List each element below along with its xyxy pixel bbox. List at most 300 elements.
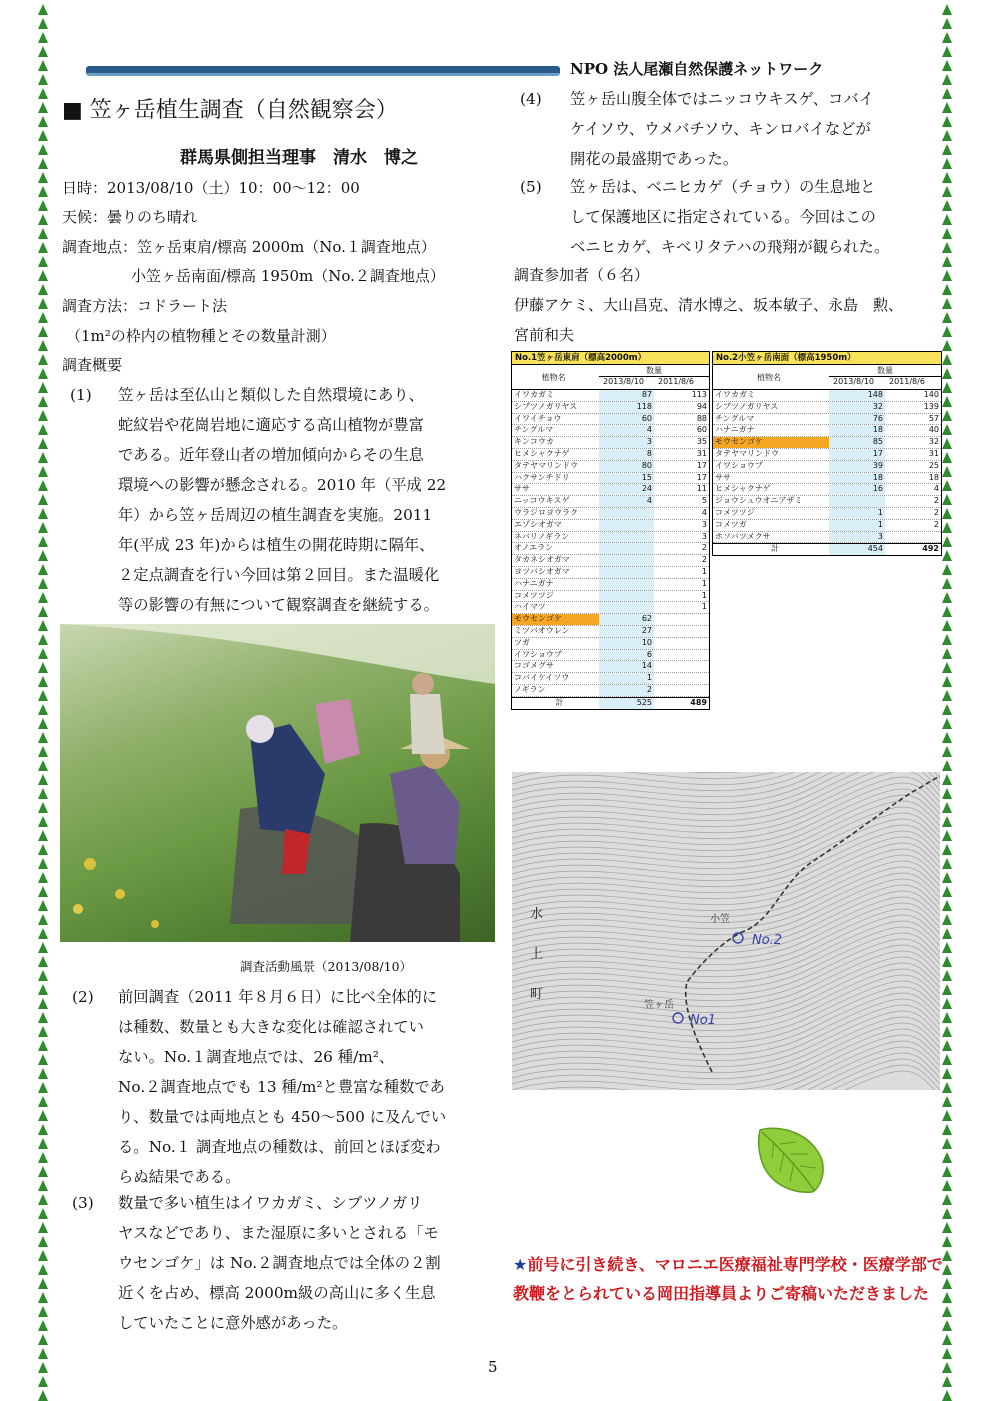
table-row — [713, 390, 941, 402]
editor-note — [513, 1250, 943, 1308]
total-label: 計 — [771, 544, 779, 554]
tree-glyph — [942, 984, 952, 995]
col-date-a: 2013/8/10 — [603, 377, 645, 386]
page-number: 5 — [488, 1358, 498, 1376]
tree-glyph — [942, 32, 952, 43]
qty-2013: 1 — [599, 673, 654, 684]
plant-name: ノギラン — [514, 684, 546, 694]
qty-2013: 39 — [829, 461, 885, 472]
tree-glyph — [38, 536, 48, 547]
tree-glyph — [942, 830, 952, 841]
tree-glyph — [38, 396, 48, 407]
qty-2013: 18 — [829, 425, 885, 436]
plant-name: エゾシオガマ — [514, 519, 562, 529]
qty-2013: 60 — [599, 414, 654, 425]
table-total-row — [512, 697, 709, 709]
tree-glyph — [38, 522, 48, 533]
table-row — [512, 508, 709, 520]
qty-2013: 10 — [599, 638, 654, 649]
tree-glyph — [38, 1124, 48, 1135]
participants-label: 調査参加者（６名） — [514, 266, 650, 284]
tree-glyph — [38, 326, 48, 337]
plant-name: ウラジロヨウラク — [514, 507, 578, 517]
map-label-town-3: 町 — [530, 987, 544, 1002]
tree-glyph — [942, 900, 952, 911]
table-row — [512, 579, 709, 591]
tree-glyph — [38, 270, 48, 281]
paragraph-line: る。No.１ 調査地点の種数は、前回とほぼ変わ — [118, 1138, 441, 1156]
tree-glyph — [38, 1152, 48, 1163]
qty-2013 — [599, 532, 654, 543]
qty-2013: 2 — [599, 685, 654, 696]
plant-name: コゴメグサ — [514, 661, 554, 671]
tree-glyph — [38, 886, 48, 897]
qty-2011: 1 — [701, 602, 707, 612]
table-row — [713, 508, 941, 520]
tree-glyph — [38, 690, 48, 701]
tree-glyph — [942, 424, 952, 435]
plant-name: タテヤマリンドウ — [715, 448, 779, 458]
table-row — [512, 402, 709, 414]
tree-glyph — [942, 620, 952, 631]
tree-glyph — [942, 648, 952, 659]
table-row — [512, 555, 709, 567]
tree-glyph — [942, 550, 952, 561]
tree-glyph — [38, 634, 48, 645]
table-row — [713, 449, 941, 461]
qty-2013: 87 — [599, 390, 654, 401]
table-row — [512, 496, 709, 508]
tree-glyph — [942, 1348, 952, 1359]
tree-glyph — [38, 956, 48, 967]
tree-glyph — [38, 648, 48, 659]
tree-glyph — [942, 284, 952, 295]
tree-glyph — [942, 522, 952, 533]
paragraph-line: である。近年登山者の増加傾向からその生息 — [118, 446, 424, 464]
tree-glyph — [38, 508, 48, 519]
plant-name: チングルマ — [514, 425, 554, 435]
paragraph-line: 環境への影響が懸念される。2010 年（平成 22 — [118, 476, 447, 494]
plant-name: ネバリノギラン — [514, 531, 570, 541]
contour-line — [512, 1059, 940, 1090]
tree-glyph — [38, 1082, 48, 1093]
tree-glyph — [38, 746, 48, 757]
paragraph-line: らぬ結果である。 — [118, 1168, 241, 1186]
plant-name: コメツツジ — [514, 590, 554, 600]
tree-glyph — [942, 564, 952, 575]
star-icon: ★ — [513, 1255, 528, 1274]
tree-glyph — [38, 1250, 48, 1261]
qty-2013: 76 — [829, 414, 885, 425]
table-row — [512, 532, 709, 544]
table-header — [713, 365, 941, 390]
qty-2013: 148 — [829, 390, 885, 401]
tree-glyph — [942, 1376, 952, 1387]
tree-glyph — [38, 354, 48, 365]
tree-glyph — [38, 130, 48, 141]
plant-name: コメツガ — [715, 519, 747, 529]
paragraph-line: ２定点調査を行い今回は第２回目。また温暖化 — [118, 566, 440, 584]
plant-name: ホソバツメクサ — [715, 531, 771, 541]
tree-glyph — [38, 704, 48, 715]
qty-2011 — [654, 650, 709, 661]
tree-glyph — [38, 172, 48, 183]
qty-2011: 2 — [933, 496, 939, 506]
qty-2011 — [654, 626, 709, 637]
tree-glyph — [942, 690, 952, 701]
table-row — [512, 673, 709, 685]
qty-2011 — [654, 661, 709, 672]
plant-name: シブツノガリヤス — [715, 401, 779, 411]
tree-glyph — [38, 158, 48, 169]
tree-glyph — [38, 1348, 48, 1359]
tree-glyph — [942, 1096, 952, 1107]
qty-2011: 31 — [696, 448, 707, 458]
tree-glyph — [38, 914, 48, 925]
tree-glyph — [942, 998, 952, 1009]
paragraph-line: No.２調査地点でも 13 種/m²と豊富な種数であ — [118, 1078, 445, 1096]
plant-name: モウセンゴケ — [512, 614, 599, 625]
tree-glyph — [38, 1166, 48, 1177]
qty-2013: 118 — [599, 402, 654, 413]
tree-glyph — [38, 1278, 48, 1289]
qty-2013: 18 — [829, 473, 885, 484]
tree-glyph — [942, 788, 952, 799]
paragraph-line: 蛇紋岩や花崗岩地に適応する高山植物が豊富 — [118, 416, 424, 434]
tree-glyph — [942, 1138, 952, 1149]
tree-glyph — [38, 802, 48, 813]
plant-name: ジョウシュウオニアザミ — [715, 496, 803, 506]
tree-glyph — [38, 1208, 48, 1219]
qty-2013: 3 — [829, 532, 885, 543]
plant-name: ヒメシャクナゲ — [715, 484, 771, 494]
qty-2011: 17 — [696, 472, 707, 482]
qty-2011: 88 — [696, 413, 707, 423]
paragraph-line: ケイソウ、ウメバチソウ、キンロバイなどが — [570, 120, 871, 138]
tree-glyph — [38, 284, 48, 295]
participants-line-1: 伊藤アケミ、大山昌克、清水博之、坂本敏子、永島 勲、 — [514, 296, 903, 314]
article-title: ■ 笠ヶ岳植生調査（自然観察会） — [62, 98, 398, 123]
meta-method-note: （1m²の枠内の植物種とその数量計測） — [66, 327, 336, 345]
qty-2011: 25 — [928, 460, 939, 470]
tree-glyph — [38, 1012, 48, 1023]
leaf-icon — [752, 1120, 828, 1196]
paragraph-line: して保護地区に指定されている。今回はこの — [570, 208, 876, 226]
tree-glyph — [942, 858, 952, 869]
qty-2011: 4 — [933, 484, 939, 494]
tree-glyph — [942, 732, 952, 743]
tree-glyph — [38, 676, 48, 687]
qty-2013: 4 — [599, 496, 654, 507]
meta-date: 日時：2013/08/10（土）10：00～12：00 — [62, 179, 360, 197]
tree-glyph — [38, 298, 48, 309]
tree-glyph — [38, 844, 48, 855]
plant-name: イワイチョウ — [514, 413, 562, 423]
tree-glyph — [38, 340, 48, 351]
tree-glyph — [38, 760, 48, 771]
paragraph-number: (1) — [70, 386, 92, 404]
tree-glyph — [942, 46, 952, 57]
plant-name: ツガ — [514, 637, 530, 647]
tree-glyph — [942, 1194, 952, 1205]
qty-2011 — [654, 638, 709, 649]
tree-glyph — [38, 872, 48, 883]
note-text: 前号に引き続き、マロニエ医療福祉専門学校・医療学部で教鞭をとられている岡田指導員よりご寄稿いただきました — [513, 1255, 943, 1303]
tree-glyph — [38, 620, 48, 631]
table-row — [713, 532, 941, 544]
paragraph-line: ヤスなどであり、また湿原に多いとされる「モ — [118, 1224, 439, 1242]
map-label-town-1: 水 — [530, 907, 544, 922]
total-2013: 525 — [599, 698, 654, 709]
plant-name: ハナニガナ — [715, 425, 755, 435]
table-row — [512, 449, 709, 461]
plant-name: ハクサンチドリ — [514, 472, 570, 482]
qty-2011: 140 — [923, 390, 939, 399]
tree-glyph — [942, 592, 952, 603]
contour-line — [512, 1035, 940, 1090]
table-site2 — [712, 351, 942, 556]
qty-2013: 62 — [599, 614, 654, 625]
tree-glyph — [38, 830, 48, 841]
plant-name: ミツバオウレン — [514, 625, 570, 635]
tree-glyph — [38, 214, 48, 225]
paragraph-line: 数量で多い植生はイワカガミ、シブツノガリ — [118, 1194, 423, 1212]
qty-2011: 60 — [696, 425, 707, 435]
paragraph-3 — [72, 1188, 512, 1338]
tree-glyph — [942, 746, 952, 757]
tree-glyph — [38, 788, 48, 799]
tree-glyph — [942, 494, 952, 505]
tree-glyph — [38, 1068, 48, 1079]
photo-caption: 調査活動風景（2013/08/10） — [240, 959, 413, 974]
qty-2013: 17 — [829, 449, 885, 460]
paragraph-line: ウセンゴケ」は No.２調査地点では全体の２割 — [118, 1254, 441, 1272]
qty-2013: 3 — [599, 437, 654, 448]
tree-glyph — [942, 270, 952, 281]
tree-glyph — [38, 606, 48, 617]
tree-glyph — [942, 1026, 952, 1037]
plant-name: キンコウカ — [514, 437, 554, 447]
meta-summary-label: 調査概要 — [62, 356, 123, 374]
article-author: 群馬県側担当理事 清水 博之 — [180, 148, 418, 168]
tree-glyph — [38, 774, 48, 785]
participants-line-2: 宮前和夫 — [514, 326, 575, 344]
plant-name: ハナニガナ — [514, 578, 554, 588]
table-row — [512, 685, 709, 697]
contour-line — [512, 1065, 940, 1090]
qty-2013: 1 — [829, 520, 885, 531]
qty-2011: 1 — [701, 566, 707, 576]
meta-site2: 小笠ヶ岳南面/標高 1950m（No.２調査地点） — [131, 267, 445, 285]
plant-name: ヒメシャクナゲ — [514, 448, 570, 458]
qty-2013: 16 — [829, 484, 885, 495]
total-2013: 454 — [829, 544, 885, 555]
tree-glyph — [942, 606, 952, 617]
map-label-town-2: 上 — [530, 947, 544, 962]
tree-glyph — [942, 452, 952, 463]
tree-glyph — [38, 228, 48, 239]
tree-glyph — [942, 578, 952, 589]
qty-2013: 32 — [829, 402, 885, 413]
table-header — [512, 365, 709, 390]
plant-name: オノエラン — [514, 543, 554, 553]
tree-glyph — [38, 410, 48, 421]
tree-glyph — [942, 298, 952, 309]
organization-name: NPO 法人尾瀬自然保護ネットワーク — [570, 60, 824, 78]
tree-glyph — [38, 494, 48, 505]
tree-glyph — [942, 1320, 952, 1331]
tree-glyph — [38, 1320, 48, 1331]
tree-glyph — [38, 18, 48, 29]
tree-glyph — [38, 1180, 48, 1191]
paragraph-line: 近くを占め、標高 2000m級の高山に多く生息 — [118, 1284, 436, 1302]
tree-glyph — [38, 1376, 48, 1387]
tree-glyph — [942, 480, 952, 491]
qty-2011 — [654, 685, 709, 696]
tree-glyph — [38, 452, 48, 463]
paragraph-line: 笠ヶ岳山腹全体ではニッコウキスゲ、コバイ — [570, 90, 874, 108]
qty-2011 — [654, 673, 709, 684]
plant-name: ササ — [514, 484, 530, 494]
header-rule — [599, 376, 709, 377]
tree-glyph — [38, 984, 48, 995]
table-row — [713, 484, 941, 496]
tree-glyph — [942, 816, 952, 827]
table-row — [713, 414, 941, 426]
qty-2011: 1 — [701, 590, 707, 600]
plant-name: コバイケイソウ — [514, 673, 570, 683]
table-row — [512, 661, 709, 673]
plant-name: イワショウブ — [715, 460, 763, 470]
plant-name: モウセンゴケ — [713, 437, 829, 448]
tree-glyph — [942, 326, 952, 337]
qty-2013: 8 — [599, 449, 654, 460]
qty-2011: 2 — [701, 555, 707, 565]
table-row — [512, 425, 709, 437]
contour-line — [512, 1047, 940, 1090]
tree-glyph — [942, 466, 952, 477]
qty-2013 — [599, 567, 654, 578]
meta-weather: 天候：曇りのち晴れ — [62, 208, 198, 226]
table-row — [512, 414, 709, 426]
plant-name: ヨツバシオガマ — [514, 566, 570, 576]
tree-glyph — [38, 116, 48, 127]
table-row — [713, 402, 941, 414]
tree-glyph — [942, 1012, 952, 1023]
tree-glyph — [38, 998, 48, 1009]
table-row — [713, 520, 941, 532]
tree-glyph — [38, 1390, 48, 1401]
qty-2011: 18 — [928, 472, 939, 482]
tree-glyph — [38, 102, 48, 113]
qty-2011: 139 — [923, 401, 939, 411]
col-date-a: 2013/8/10 — [833, 377, 875, 386]
plant-name: コメツツジ — [715, 507, 755, 517]
table-row — [512, 461, 709, 473]
qty-2011: 35 — [696, 437, 707, 447]
tree-glyph — [942, 1208, 952, 1219]
tree-glyph — [942, 396, 952, 407]
paragraph-number: (3) — [72, 1194, 94, 1212]
table-title: No.1笠ヶ岳東肩（標高2000m） — [512, 352, 709, 365]
tree-glyph — [38, 816, 48, 827]
tree-glyph — [38, 1236, 48, 1247]
left-tree-border — [36, 0, 50, 1400]
qty-2011: 3 — [701, 531, 707, 541]
qty-2011: 113 — [691, 390, 707, 399]
table-row — [512, 602, 709, 614]
tree-glyph — [942, 844, 952, 855]
total-2011: 489 — [690, 697, 707, 707]
tree-glyph — [942, 536, 952, 547]
qty-2013: 80 — [599, 461, 654, 472]
header-rule — [829, 376, 941, 377]
tree-glyph — [38, 1194, 48, 1205]
tree-glyph — [942, 886, 952, 897]
tree-glyph — [942, 1390, 952, 1401]
paragraph-number: (5) — [520, 178, 542, 196]
tree-glyph — [38, 1306, 48, 1317]
tree-glyph — [38, 74, 48, 85]
tree-glyph — [38, 200, 48, 211]
tree-glyph — [942, 508, 952, 519]
col-date-b: 2011/8/6 — [658, 377, 694, 386]
tree-glyph — [38, 466, 48, 477]
plant-name: ニッコウキスゲ — [514, 496, 570, 506]
col-name-header: 植物名 — [541, 373, 566, 382]
qty-2013 — [599, 543, 654, 554]
header-bar — [86, 66, 560, 76]
paragraph-line: していたことに意外感があった。 — [118, 1314, 348, 1332]
qty-2011: 2 — [933, 507, 939, 517]
table-row — [512, 614, 709, 626]
tree-glyph — [942, 1306, 952, 1317]
col-name-header: 植物名 — [757, 373, 781, 382]
tree-glyph — [38, 256, 48, 267]
tree-glyph — [942, 1152, 952, 1163]
qty-2013 — [599, 555, 654, 566]
qty-2011: 17 — [696, 460, 707, 470]
tree-glyph — [38, 970, 48, 981]
plant-name: イワショウブ — [514, 649, 562, 659]
tree-glyph — [38, 144, 48, 155]
qty-2013 — [599, 508, 654, 519]
paragraph-line: 笠ヶ岳は、ベニヒカゲ（チョウ）の生息地と — [570, 178, 876, 196]
tree-glyph — [38, 858, 48, 869]
tree-glyph — [942, 368, 952, 379]
tree-glyph — [38, 564, 48, 575]
table-row — [512, 638, 709, 650]
tree-glyph — [38, 438, 48, 449]
meta-site1: 調査地点：笠ヶ岳東肩/標高 2000m（No.１調査地点） — [62, 238, 436, 256]
contour-line — [512, 772, 940, 773]
paragraph-2 — [72, 982, 512, 1192]
qty-2013: 27 — [599, 626, 654, 637]
col-qty-header: 数量 — [877, 366, 893, 375]
tree-glyph — [38, 1110, 48, 1121]
plant-name: シブツノガリヤス — [514, 401, 578, 411]
tree-glyph — [942, 1166, 952, 1177]
tree-glyph — [942, 382, 952, 393]
tree-glyph — [38, 732, 48, 743]
qty-2013 — [829, 496, 885, 507]
table-row — [713, 437, 941, 449]
tree-glyph — [942, 774, 952, 785]
tree-glyph — [942, 312, 952, 323]
tree-glyph — [942, 704, 952, 715]
topographic-map — [512, 772, 940, 1090]
tree-glyph — [942, 1222, 952, 1233]
